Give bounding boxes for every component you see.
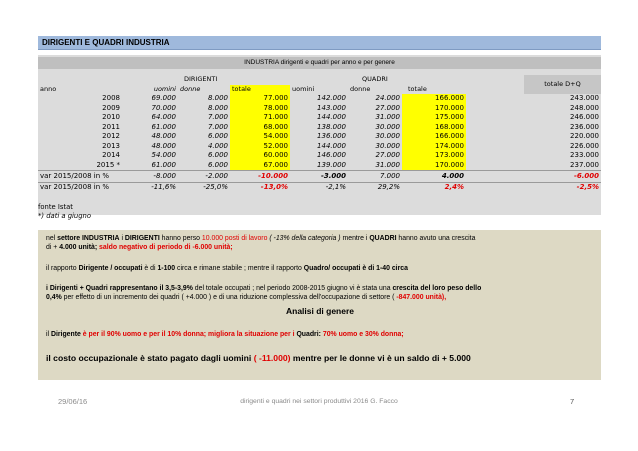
cell: -25,0% (178, 182, 230, 192)
cell-empty (466, 104, 524, 114)
cell-tot: 246.000 (570, 113, 599, 122)
cell-tot: 248.000 (570, 103, 599, 112)
col-anno (38, 75, 122, 85)
cell-qu: 144.000 (317, 113, 346, 122)
col-donne-q: donne (350, 84, 371, 93)
col-uomini-q: uomini (292, 84, 315, 93)
cell-empty (466, 132, 524, 142)
var-abs-label: var 2015/2008 in % (38, 170, 122, 182)
cell-qu: 136.000 (317, 132, 346, 141)
data-table (38, 75, 601, 192)
section-heading: Analisi di genere (285, 306, 355, 316)
table-row (38, 123, 601, 133)
paragraph-2: il rapporto Dirigente / occupati è di 1-100 circa e rimane stabile ; mentre il rapporto Quadro/ occupati è di 1-40 circa (46, 265, 408, 272)
col-totale-dq: totale D+Q (524, 75, 601, 94)
cell-qd: 27.000 (375, 103, 400, 112)
cell-qd: 30.000 (375, 141, 400, 150)
cell: 29,2% (348, 182, 402, 192)
cell-dt: 54.000 (230, 132, 290, 142)
cell-dd: 7.000 (207, 113, 228, 122)
cell-anno: 2008 (102, 94, 120, 103)
cell-tot: 220.000 (570, 132, 599, 141)
cell-dt: 71.000 (230, 113, 290, 123)
group-quadri: QUADRI (362, 75, 388, 84)
col-uomini: uomini (153, 84, 176, 93)
cell: -13,0% (230, 182, 290, 192)
table-row (38, 142, 601, 152)
cell-dd: 8.000 (207, 94, 228, 103)
cell-anno: 2011 (102, 122, 120, 131)
cell-empty (466, 142, 524, 152)
cell-anno: 2013 (102, 141, 120, 150)
cell-tot: 236.000 (570, 122, 599, 131)
cell-anno: 2009 (102, 103, 120, 112)
cell-qt: 168.000 (402, 123, 466, 133)
table-caption: INDUSTRIA dirigenti e quadri per anno e per genere (38, 57, 601, 69)
cell-qu: 138.000 (317, 122, 346, 131)
cell-dt: 67.000 (230, 161, 290, 171)
cell: 7.000 (348, 170, 402, 182)
cell-qd: 30.000 (375, 132, 400, 141)
cell-du: 61.000 (151, 160, 176, 169)
cell-qd: 31.000 (375, 160, 400, 169)
paragraph-4: il Dirigente è per il 90% uomo e per il 10% donna; migliora la situazione per i Quadri: 70% uomo e 30% donna; (46, 331, 404, 338)
cell-qt: 170.000 (402, 104, 466, 114)
table-row (38, 151, 601, 161)
col-totale: totale (230, 85, 290, 95)
cell-empty (466, 94, 524, 104)
paragraph-1: nel settore INDUSTRIA i DIRIGENTI hanno perso 10.000 posti di lavoro ( -13% della categoria ) mentre i QUADRI hanno avuto una crescita di + 4.000 unità; saldo negativo di periodo di -6.000 unità; (46, 235, 476, 252)
cell-qu: 142.000 (317, 94, 346, 103)
group-dirigenti: DIRIGENTI (184, 75, 218, 84)
cell-tot: 243.000 (570, 94, 599, 103)
cell-qd: 24.000 (375, 94, 400, 103)
cell-empty (466, 123, 524, 133)
cell-dd: 6.000 (207, 160, 228, 169)
cell-qd: 30.000 (375, 122, 400, 131)
cell-empty (466, 161, 524, 171)
cell-qt: 173.000 (402, 151, 466, 161)
cell-anno: 2010 (102, 113, 120, 122)
cell-du: 69.000 (151, 94, 176, 103)
cell-tot: 237.000 (570, 160, 599, 169)
paragraph-3: i Dirigenti + Quadri rappresentano il 3,5-3,9% del totale occupati ; nel periodo 2008-2015 giugno vi è stata una crescita del loro peso dello 0,4% per effetto di un incremento dei quadri ( +4.000 ) e di una riduzione complessiva dell'occupazione di settore ( -847.000 unità), (46, 285, 482, 302)
cell-dt: 78.000 (230, 104, 290, 114)
cell-qt: 170.000 (402, 161, 466, 171)
cell-empty (466, 151, 524, 161)
cell-dd: 4.000 (207, 141, 228, 150)
cell-du: 64.000 (151, 113, 176, 122)
cell-empty (466, 113, 524, 123)
cell-du: 61.000 (151, 122, 176, 131)
slide-title: DIRIGENTI E QUADRI INDUSTRIA (38, 36, 601, 50)
cell-qu: 146.000 (317, 151, 346, 160)
table-row (38, 161, 601, 171)
cell-qu: 143.000 (317, 103, 346, 112)
cell-du: 54.000 (151, 151, 176, 160)
cell: -6.000 (524, 170, 601, 182)
paragraph-5: il costo occupazionale è stato pagato dagli uomini ( -11.000) mentre per le donne vi è un saldo di + 5.000 (46, 353, 471, 363)
cell-dd: 7.000 (207, 122, 228, 131)
page-number: 7 (570, 397, 575, 406)
table-row (38, 132, 601, 142)
var-abs-row (38, 170, 601, 182)
cell-tot: 226.000 (570, 141, 599, 150)
cell: -10.000 (230, 170, 290, 182)
cell-qt: 166.000 (402, 94, 466, 104)
cell-du: 48.000 (151, 132, 176, 141)
footnote: *) dati a giugno (38, 212, 92, 220)
cell-anno: 2014 (102, 151, 120, 160)
cell-dd: 6.000 (207, 151, 228, 160)
cell-anno: 2012 (102, 132, 120, 141)
cell: -2,1% (290, 182, 348, 192)
cell-anno: 2015 * (96, 160, 120, 169)
cell: -2,5% (524, 182, 601, 192)
cell-qd: 27.000 (375, 151, 400, 160)
var-pct-row (38, 182, 601, 192)
footer-date: 29/06/16 (58, 397, 88, 406)
cell-qu: 139.000 (317, 160, 346, 169)
col-totale-q: totale (408, 84, 427, 93)
cell-qt: 166.000 (402, 132, 466, 142)
cell-dd: 6.000 (207, 132, 228, 141)
col-anno-label: anno (40, 84, 57, 93)
cell-dd: 8.000 (207, 103, 228, 112)
cell: -11,6% (122, 182, 178, 192)
cell-dt: 60.000 (230, 151, 290, 161)
cell: -2.000 (178, 170, 230, 182)
cell-qu: 144.000 (317, 141, 346, 150)
cell-qt: 175.000 (402, 113, 466, 123)
cell-qd: 31.000 (375, 113, 400, 122)
footer-caption: dirigenti e quadri nei settori produttivi 2016 G. Facco (240, 398, 398, 405)
cell-tot: 233.000 (570, 151, 599, 160)
cell-dt: 77.000 (230, 94, 290, 104)
cell-du: 48.000 (151, 141, 176, 150)
source-note: fonte Istat (38, 203, 73, 211)
table-row (38, 113, 601, 123)
cell-dt: 68.000 (230, 123, 290, 133)
cell-du: 70.000 (151, 103, 176, 112)
cell: 4.000 (402, 170, 466, 182)
table-row (38, 104, 601, 114)
table-row (38, 94, 601, 104)
cell-qt: 174.000 (402, 142, 466, 152)
var-pct-label: var 2015/2008 in % (38, 182, 122, 192)
cell: -8.000 (122, 170, 178, 182)
col-donne: donne (180, 84, 201, 93)
cell-dt: 52.000 (230, 142, 290, 152)
cell: -3.000 (290, 170, 348, 182)
cell: 2,4% (402, 182, 466, 192)
commentary-box (38, 230, 601, 380)
